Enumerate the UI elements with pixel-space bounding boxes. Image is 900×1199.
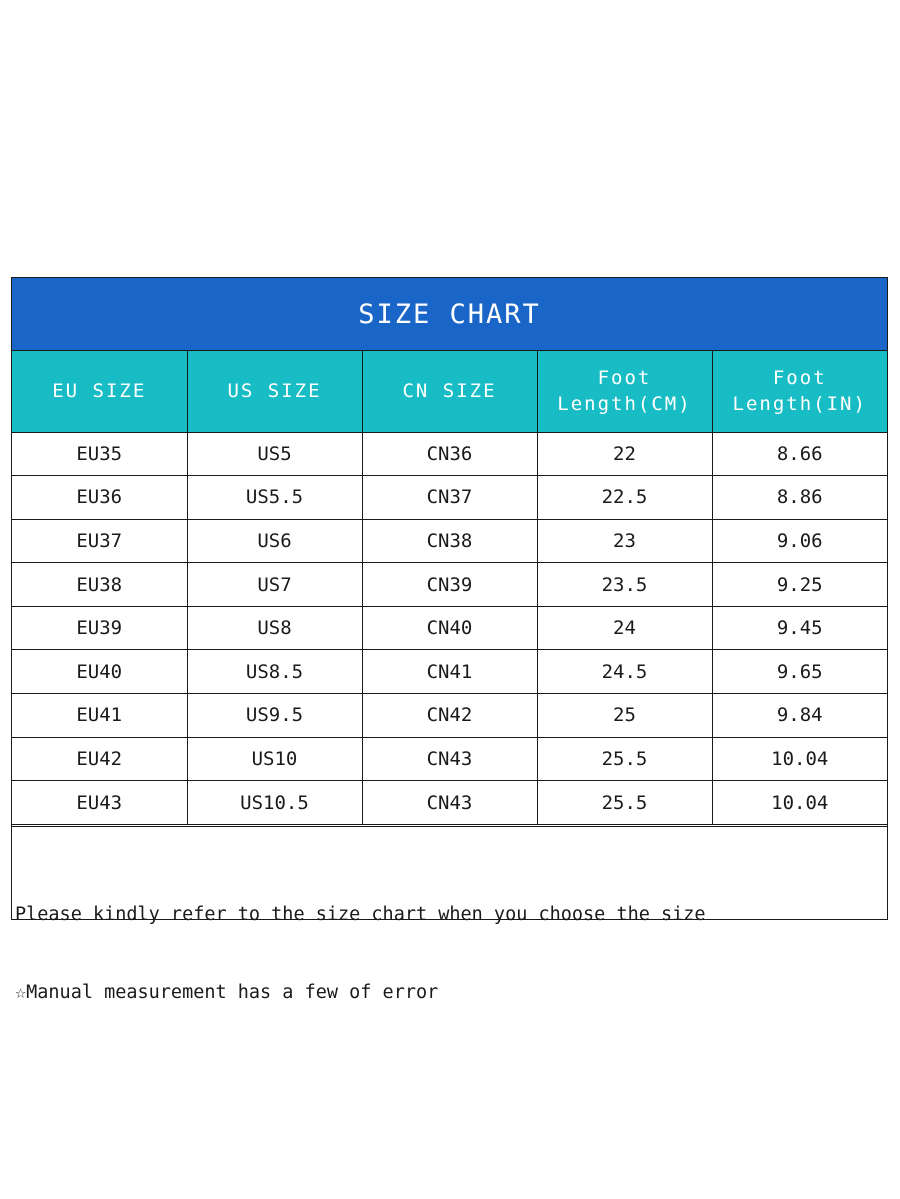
notes bbox=[15, 850, 706, 1058]
header-cn-size bbox=[362, 351, 537, 432]
header-foot-length-cm-line2: Length(CM) bbox=[557, 393, 692, 416]
header-us-size-line1: US SIZE bbox=[227, 380, 322, 403]
table-header-row bbox=[12, 351, 887, 432]
notes-divider bbox=[12, 826, 887, 827]
cell-foot-length-cm: 22.5 bbox=[537, 476, 712, 520]
table-row bbox=[12, 519, 887, 563]
header-us-size bbox=[187, 351, 362, 432]
table-row bbox=[12, 737, 887, 781]
header-eu-size bbox=[12, 351, 187, 432]
cell-cn-size: CN38 bbox=[362, 519, 537, 563]
table-row bbox=[12, 650, 887, 694]
cell-eu-size: EU37 bbox=[12, 519, 187, 563]
cell-cn-size: CN42 bbox=[362, 694, 537, 738]
cell-eu-size: EU36 bbox=[12, 476, 187, 520]
cell-us-size: US8 bbox=[187, 606, 362, 650]
cell-us-size: US10.5 bbox=[187, 781, 362, 825]
table-row bbox=[12, 432, 887, 476]
cell-foot-length-cm: 23 bbox=[537, 519, 712, 563]
cell-cn-size: CN36 bbox=[362, 432, 537, 476]
cell-foot-length-cm: 25.5 bbox=[537, 737, 712, 781]
cell-cn-size: CN40 bbox=[362, 606, 537, 650]
cell-cn-size: CN39 bbox=[362, 563, 537, 607]
table-row bbox=[12, 781, 887, 825]
header-foot-length-in-line2: Length(IN) bbox=[732, 393, 867, 416]
cell-foot-length-in: 9.25 bbox=[712, 563, 887, 607]
cell-eu-size: EU35 bbox=[12, 432, 187, 476]
cell-eu-size: EU42 bbox=[12, 737, 187, 781]
table-row bbox=[12, 476, 887, 520]
header-eu-size-line1: EU SIZE bbox=[52, 380, 147, 403]
cell-foot-length-cm: 24 bbox=[537, 606, 712, 650]
cell-foot-length-cm: 25 bbox=[537, 694, 712, 738]
chart-title: SIZE CHART bbox=[12, 278, 887, 351]
cell-eu-size: EU43 bbox=[12, 781, 187, 825]
cell-foot-length-in: 9.06 bbox=[712, 519, 887, 563]
header-cn-size-line1: CN SIZE bbox=[402, 380, 497, 403]
cell-us-size: US9.5 bbox=[187, 694, 362, 738]
note-line-size-chart: Please kindly refer to the size chart when you choose the size bbox=[15, 904, 706, 925]
header-foot-length-cm bbox=[537, 351, 712, 432]
header-foot-length-in-line1: Foot bbox=[772, 367, 827, 390]
header-foot-length-cm-line1: Foot bbox=[597, 367, 652, 390]
cell-us-size: US10 bbox=[187, 737, 362, 781]
cell-us-size: US5.5 bbox=[187, 476, 362, 520]
cell-us-size: US7 bbox=[187, 563, 362, 607]
header-foot-length-in bbox=[712, 351, 887, 432]
cell-cn-size: CN37 bbox=[362, 476, 537, 520]
cell-us-size: US6 bbox=[187, 519, 362, 563]
cell-foot-length-in: 8.86 bbox=[712, 476, 887, 520]
cell-eu-size: EU40 bbox=[12, 650, 187, 694]
cell-foot-length-in: 9.65 bbox=[712, 650, 887, 694]
cell-foot-length-cm: 24.5 bbox=[537, 650, 712, 694]
cell-foot-length-cm: 22 bbox=[537, 432, 712, 476]
cell-us-size: US8.5 bbox=[187, 650, 362, 694]
cell-foot-length-in: 9.84 bbox=[712, 694, 887, 738]
cell-cn-size: CN41 bbox=[362, 650, 537, 694]
size-chart bbox=[11, 277, 888, 1003]
cell-foot-length-in: 9.45 bbox=[712, 606, 887, 650]
cell-us-size: US5 bbox=[187, 432, 362, 476]
table-row bbox=[12, 694, 887, 738]
cell-cn-size: CN43 bbox=[362, 737, 537, 781]
cell-foot-length-in: 10.04 bbox=[712, 737, 887, 781]
cell-cn-size: CN43 bbox=[362, 781, 537, 825]
table-row bbox=[12, 606, 887, 650]
cell-foot-length-cm: 23.5 bbox=[537, 563, 712, 607]
cell-eu-size: EU41 bbox=[12, 694, 187, 738]
cell-eu-size: EU38 bbox=[12, 563, 187, 607]
cell-foot-length-cm: 25.5 bbox=[537, 781, 712, 825]
cell-eu-size: EU39 bbox=[12, 606, 187, 650]
note-line-measurement: ☆Manual measurement has a few of error bbox=[15, 982, 439, 1003]
table-row bbox=[12, 563, 887, 607]
cell-foot-length-in: 8.66 bbox=[712, 432, 887, 476]
size-table bbox=[12, 351, 887, 825]
cell-foot-length-in: 10.04 bbox=[712, 781, 887, 825]
